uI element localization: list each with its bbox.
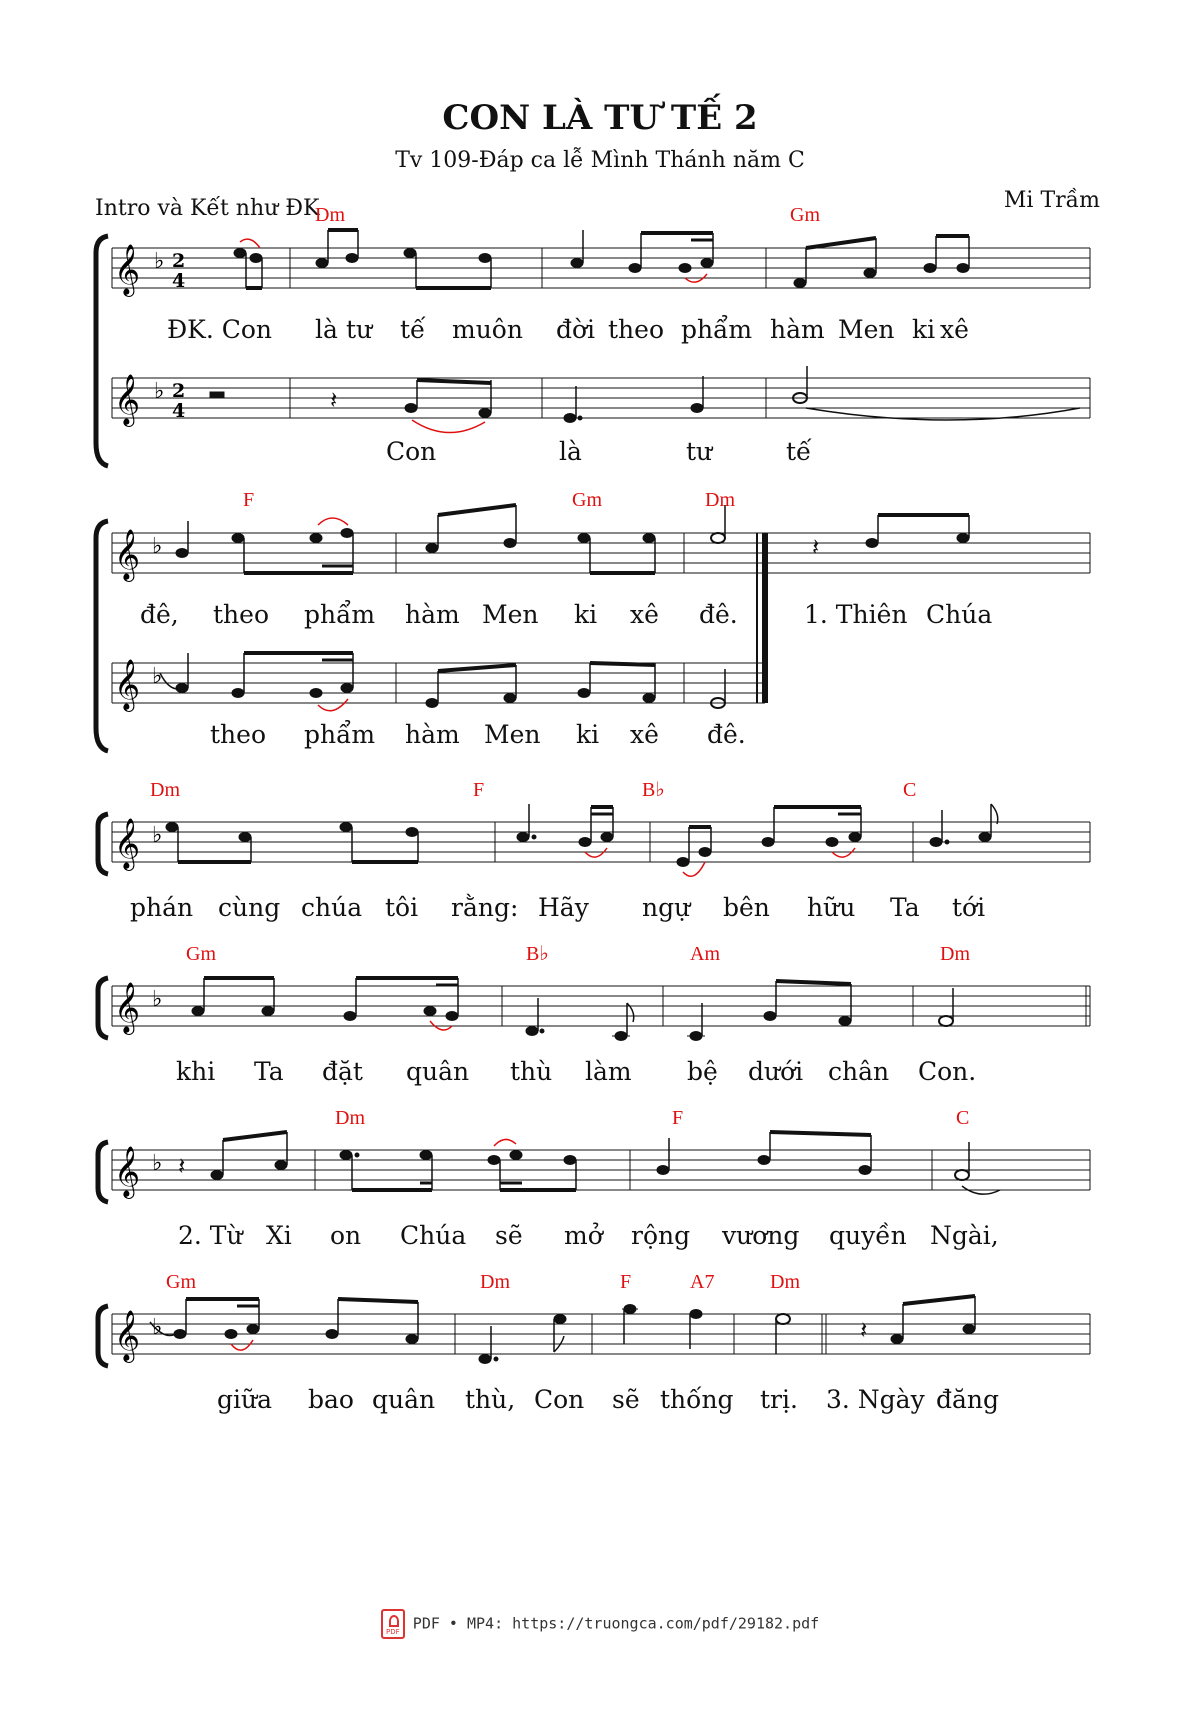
composer: Mi Trầm (1003, 188, 1100, 213)
svg-text:đê,: đê, (140, 600, 179, 629)
brace (96, 236, 108, 466)
svg-text:Gm: Gm (572, 489, 602, 511)
svg-text:vương: vương (722, 1221, 800, 1250)
svg-text:theo: theo (213, 600, 269, 629)
svg-text:tôi: tôi (385, 893, 419, 922)
svg-text:rằng:: rằng: (451, 893, 519, 922)
brace (98, 1142, 108, 1202)
svg-text:đê.: đê. (707, 720, 746, 749)
svg-text:Am: Am (690, 943, 720, 965)
score-system-6 (90, 1271, 1110, 1444)
svg-text:tế: tế (786, 437, 812, 466)
svg-text:on: on (330, 1221, 362, 1250)
treble-clef-icon: 𝄞 (114, 1146, 141, 1197)
lyrics (130, 893, 985, 922)
treble-clef-icon: 𝄞 (114, 659, 141, 710)
lyrics (178, 1221, 999, 1250)
brace (98, 978, 108, 1038)
svg-text:quyền: quyền (829, 1221, 907, 1250)
flat-key-icon: ♭ (152, 1315, 163, 1340)
svg-text:Men: Men (482, 600, 539, 629)
notes (178, 1132, 969, 1190)
slur (231, 1340, 253, 1350)
svg-text:sẽ: sẽ (495, 1221, 523, 1250)
svg-text:Gm: Gm (166, 1271, 196, 1293)
svg-text:Dm: Dm (705, 489, 735, 511)
score-system-4 (90, 943, 1110, 1106)
svg-text:ki: ki (574, 600, 598, 629)
treble-clef-icon: 𝄞 (114, 1310, 141, 1361)
svg-text:sẽ: sẽ (612, 1385, 640, 1414)
svg-text:Con: Con (386, 437, 437, 466)
lyrics-upper (140, 600, 992, 629)
flat-key-icon: ♭ (154, 379, 165, 404)
lyrics (217, 1385, 999, 1414)
svg-text:xê: xê (630, 600, 659, 629)
time-sig-bottom: 4 (172, 270, 186, 292)
slurs-lower (412, 420, 485, 433)
svg-text:Men: Men (838, 315, 895, 344)
svg-text:3. Ngày: 3. Ngày (826, 1385, 925, 1414)
flat-key-icon: ♭ (152, 534, 163, 559)
song-title: CON LÀ TƯ TẾ 2 (442, 98, 758, 138)
svg-text:Dm: Dm (335, 1107, 365, 1129)
notes-lower (210, 366, 807, 423)
svg-text:đặt: đặt (322, 1057, 363, 1086)
flat-key-icon: ♭ (152, 823, 163, 848)
score-system-2 (90, 489, 1110, 793)
svg-text:ngự: ngự (642, 893, 691, 922)
svg-text:Dm: Dm (480, 1271, 510, 1293)
pdf-file-icon (381, 1609, 405, 1639)
time-sig-top: 2 (172, 380, 186, 402)
score-system-3 (90, 779, 1110, 942)
staff (112, 986, 1090, 1026)
staff-system-4 (90, 943, 1110, 1106)
svg-text:phẩm: phẩm (304, 600, 376, 629)
staff (112, 1150, 1090, 1190)
intro-note: Intro và Kết như ĐK (95, 196, 320, 221)
svg-text:theo: theo (210, 720, 266, 749)
svg-text:xê: xê (630, 720, 659, 749)
svg-text:F: F (243, 489, 255, 511)
svg-text:Con.: Con. (918, 1057, 977, 1086)
staff-system-3 (90, 779, 1110, 942)
svg-text:Hãy: Hãy (538, 893, 589, 922)
svg-text:Chúa: Chúa (926, 600, 993, 629)
brace (98, 814, 108, 874)
svg-text:Men: Men (484, 720, 541, 749)
footer-text[interactable]: PDF • MP4: https://truongca.com/pdf/29182.pdf (412, 1614, 820, 1633)
flat-key-icon: ♭ (152, 1151, 163, 1176)
slur (494, 1139, 516, 1146)
staff (112, 822, 1090, 862)
svg-text:bệ: bệ (687, 1057, 718, 1086)
svg-text:𝄽: 𝄽 (860, 1316, 868, 1344)
staff-system-6 (90, 1271, 1110, 1444)
lyrics-lower (210, 720, 746, 749)
svg-text:bên: bên (723, 893, 770, 922)
svg-text:xê: xê (940, 315, 969, 344)
svg-text:A7: A7 (690, 1271, 715, 1293)
svg-text:trị.: trị. (760, 1385, 798, 1414)
chord-symbols (150, 779, 916, 801)
svg-text:hàm: hàm (405, 600, 460, 629)
flat-key-icon: ♭ (154, 249, 165, 274)
notes (166, 804, 998, 867)
svg-text:B♭: B♭ (526, 943, 549, 965)
svg-text:làm: làm (585, 1057, 632, 1086)
svg-text:𝄽: 𝄽 (812, 533, 820, 561)
svg-text:Ngài,: Ngài, (930, 1221, 999, 1250)
svg-text:theo: theo (608, 315, 664, 344)
staff-system-5 (90, 1107, 1110, 1270)
svg-text:Dm: Dm (150, 779, 180, 801)
lyrics-lower (386, 437, 812, 466)
staff-upper (112, 533, 1090, 573)
treble-clef-icon: 𝄞 (114, 374, 141, 425)
svg-text:tới: tới (952, 893, 986, 922)
svg-text:F: F (620, 1271, 632, 1293)
svg-text:F: F (672, 1107, 684, 1129)
svg-text:đê.: đê. (699, 600, 738, 629)
flat-key-icon: ♭ (152, 987, 163, 1012)
notes (192, 978, 953, 1041)
svg-text:khi: khi (176, 1057, 216, 1086)
staff-system-2 (90, 489, 1110, 793)
svg-text:phán: phán (130, 893, 194, 922)
treble-clef-icon: 𝄞 (114, 982, 141, 1033)
svg-text:muôn: muôn (452, 315, 523, 344)
flat-key-icon: ♭ (152, 664, 163, 689)
slurs (240, 239, 707, 282)
svg-text:chân: chân (828, 1057, 890, 1086)
svg-text:phẩm: phẩm (681, 315, 753, 344)
svg-text:B♭: B♭ (642, 779, 665, 801)
svg-text:ki: ki (576, 720, 600, 749)
svg-text:Ta: Ta (254, 1057, 284, 1086)
svg-text:hàm: hàm (405, 720, 460, 749)
svg-text:tư: tư (686, 437, 713, 466)
svg-text:là: là (315, 315, 338, 344)
svg-text:Dm: Dm (770, 1271, 800, 1293)
chord-symbols (335, 1107, 969, 1129)
svg-text:chúa: chúa (301, 893, 363, 922)
svg-text:quân: quân (406, 1057, 470, 1086)
svg-text:rộng: rộng (631, 1221, 691, 1250)
notes-lower (160, 653, 725, 708)
svg-text:Dm: Dm (315, 204, 345, 226)
svg-text:ĐK. Con: ĐK. Con (167, 315, 273, 344)
svg-text:là: là (559, 437, 582, 466)
svg-text:F: F (473, 779, 485, 801)
svg-text:Ta: Ta (890, 893, 920, 922)
svg-text:C: C (956, 1107, 970, 1129)
slur (318, 699, 348, 711)
chord-symbols (166, 1271, 800, 1293)
svg-text:phẩm: phẩm (304, 720, 376, 749)
svg-text:thù,: thù, (465, 1385, 516, 1414)
treble-clef-icon: 𝄞 (114, 818, 141, 869)
svg-text:C: C (903, 779, 917, 801)
svg-text:𝄽: 𝄽 (330, 386, 338, 414)
svg-text:mở: mở (564, 1221, 603, 1250)
score-system-5 (90, 1107, 1110, 1270)
treble-clef-icon: 𝄞 (114, 244, 141, 295)
svg-text:bao: bao (308, 1385, 354, 1414)
score-system-1 (90, 204, 1110, 508)
svg-text:thù: thù (510, 1057, 553, 1086)
svg-text:Xi: Xi (266, 1221, 292, 1250)
svg-text:1. Thiên: 1. Thiên (804, 600, 908, 629)
svg-text:hàm: hàm (770, 315, 825, 344)
chord-symbols (315, 204, 820, 226)
brace (96, 521, 108, 751)
notes-upper (234, 230, 969, 288)
svg-text:Con: Con (534, 1385, 585, 1414)
footer-link[interactable] (0, 1609, 1200, 1639)
svg-text:đăng: đăng (936, 1385, 1000, 1414)
svg-text:dưới: dưới (748, 1057, 804, 1086)
svg-text:cùng: cùng (218, 893, 281, 922)
time-sig-bottom: 4 (172, 400, 186, 422)
svg-text:𝄽: 𝄽 (178, 1152, 186, 1180)
svg-text:giữa: giữa (217, 1385, 273, 1414)
svg-text:thống: thống (660, 1385, 734, 1414)
svg-text:ki: ki (912, 315, 936, 344)
svg-text:đời: đời (556, 315, 596, 344)
song-subtitle: Tv 109-Đáp ca lễ Mình Thánh năm C (395, 148, 805, 173)
svg-text:quân: quân (372, 1385, 436, 1414)
svg-text:tế: tế (400, 315, 426, 344)
svg-text:hữu: hữu (807, 893, 856, 922)
lyrics-upper (167, 315, 969, 344)
svg-text:Dm: Dm (940, 943, 970, 965)
slur (318, 518, 348, 525)
time-sig-top: 2 (172, 250, 186, 272)
notes (150, 1296, 975, 1364)
svg-text:tư: tư (346, 315, 373, 344)
brace (98, 1306, 108, 1366)
lyrics (176, 1057, 976, 1086)
svg-text:Chúa: Chúa (400, 1221, 467, 1250)
svg-text:2. Từ: 2. Từ (178, 1221, 243, 1250)
chord-symbols (186, 943, 970, 965)
staff-system-1 (90, 204, 1110, 508)
svg-text:Gm: Gm (790, 204, 820, 226)
svg-text:Gm: Gm (186, 943, 216, 965)
final-barline (757, 533, 765, 703)
staff-lower (112, 378, 1090, 418)
treble-clef-icon: 𝄞 (114, 529, 141, 580)
